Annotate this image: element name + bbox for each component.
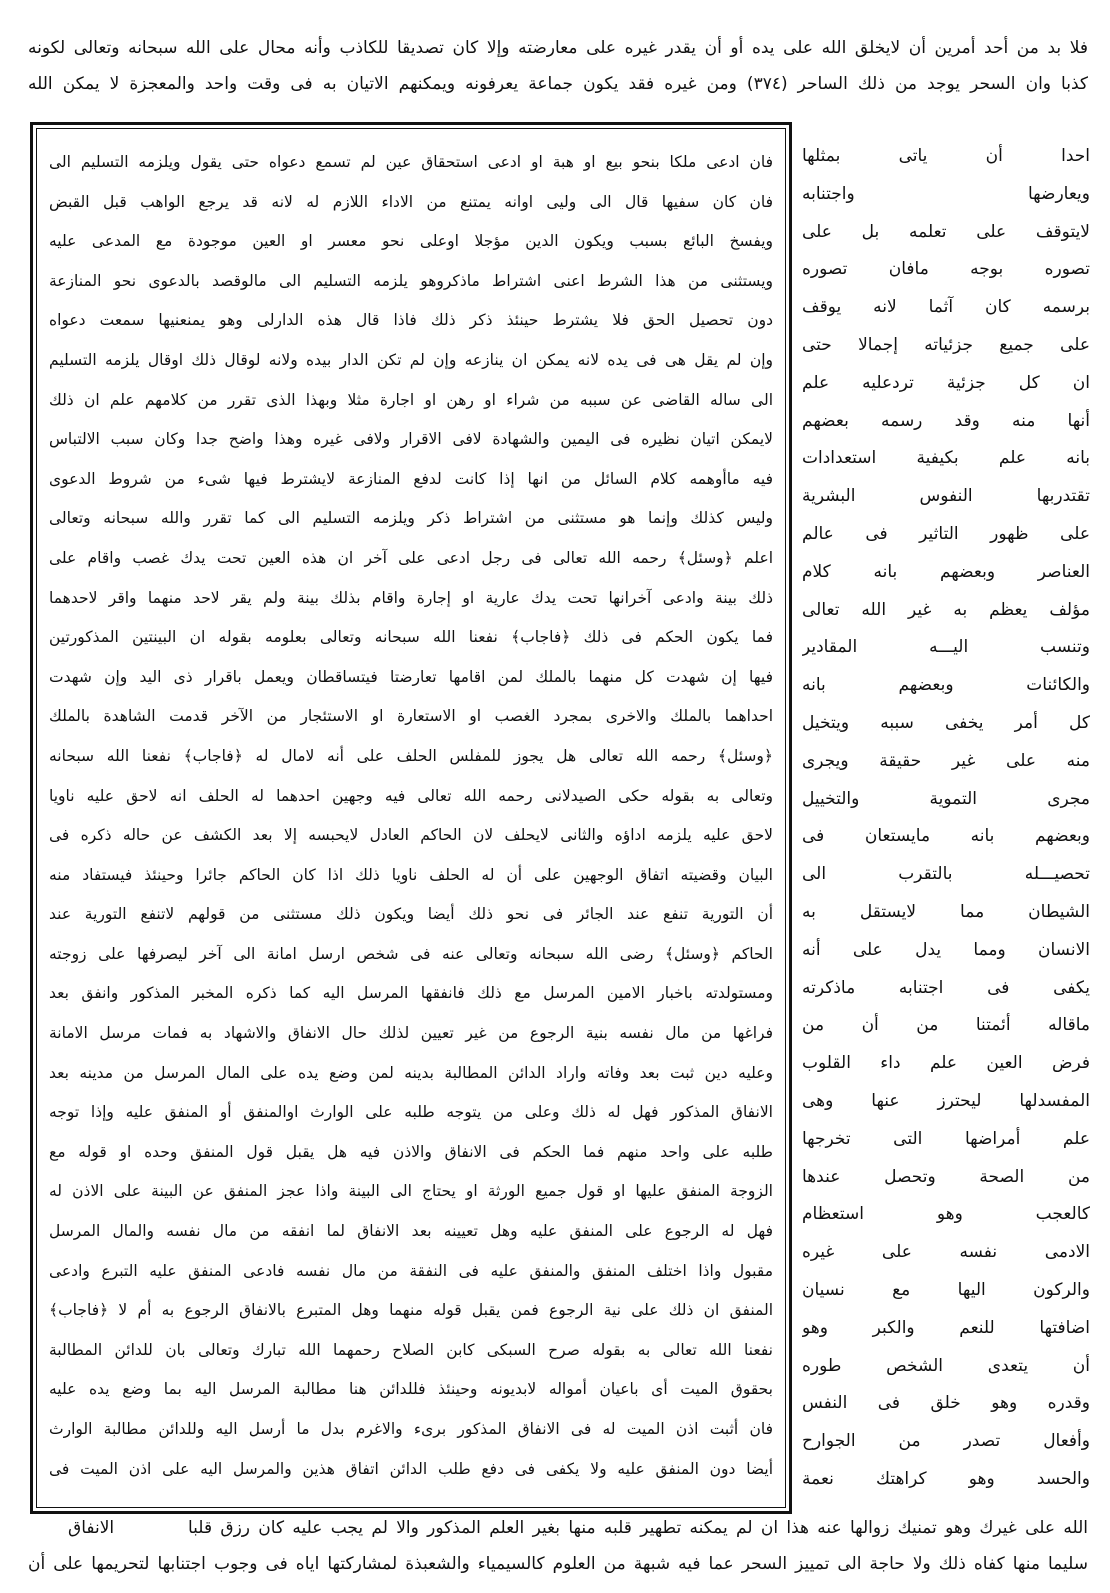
margin-text-line: الانسان ومما يدل على أنه: [802, 939, 1090, 960]
main-text-line: ويستثنى من هذا الشرط اعنى اشتراط ماذكروهو يلزمه التسليم الى مالوقصد بالدعوى نحو المنازعة: [49, 271, 773, 290]
main-text-line: لاحق عليه يلزمه اداؤه والثانى لايحلف لان الحاكم العادل لايحبسه إلا بعد الكشف عن حاله ذكره فى: [49, 826, 773, 845]
main-text-line: نفعنا الله تعالى به بقوله صرح السبكى كابن الصلاح رحمهما الله تبارك وتعالى بان للدائن المطالبة: [49, 1340, 773, 1359]
margin-text-line: المفسدلها ليحترز عنها وهى: [802, 1090, 1090, 1111]
margin-text-line: ان كل جزئية تردعليه علم: [802, 372, 1090, 393]
header-text-block: [28, 30, 1088, 102]
main-text-line: المنفق ان ذلك على نية الرجوع فمن يقبل قوله منهما وهل المتبرع بالانفاق الرجوع به أم لا ﴿فاجاب﴾: [49, 1301, 773, 1320]
margin-text-line: تحصيـــله بالتقرب الى: [802, 864, 1090, 885]
margin-text-line: والحسد وهو كراهتك نعمة: [802, 1468, 1090, 1489]
main-text-line: بحقوق الميت أى باعيان أمواله لابديونه وحينئذ فللدائن هنا مطالبة المرسل اليه بما وضع يده عليه: [49, 1380, 773, 1399]
main-text-line: فهل له الرجوع على المنفق عليه وهل تعيينه بعد الانفاق لما انفقه من مال نفسه والمال المرسل: [49, 1222, 773, 1241]
margin-text-line: فرض العين علم داء القلوب: [802, 1053, 1090, 1074]
margin-text-line: لايتوقف على تعلمه بل على: [802, 221, 1090, 242]
margin-text-line: وأفعال تصدر من الجوارح: [802, 1431, 1090, 1452]
main-text-frame: [30, 122, 792, 1514]
main-text-line: فما يكون الحكم فى ذلك ﴿فاجاب﴾ نفعنا الله سبحانه وتعالى بعلومه بقوله ان البينتين المذكورتين: [49, 628, 773, 647]
main-text-line: مقبول واذا اختلف المنفق والمنفق عليه فى النفقة من مال نفسه فادعى المنفق عليه التبرع وادعى: [49, 1261, 773, 1280]
margin-text-line: تصوره بوجه مافان تصوره: [802, 259, 1090, 280]
margin-text-line: على ظهور التاثير فى عالم: [802, 523, 1090, 544]
margin-text-line: علم أمراضها التى تخرجها: [802, 1128, 1090, 1149]
margin-text-line: برسمه كان آثما لانه يوقف: [802, 297, 1090, 318]
main-text-line: فان ادعى ملكا بنحو بيع او هبة او ادعى استحقاق عين لم تسمع دعواه حتى يقول ويلزمه التسليم الى: [49, 153, 773, 171]
margin-text-line: كل أمر يخفى سببه ويتخيل: [802, 712, 1090, 733]
main-text-line: أن التورية تنفع عند الجائر فى نحو ذلك أيضا ويكون ذلك مستثنى من قولهم لاتنفع التورية عند: [49, 905, 773, 924]
main-text-line: ويفسخ البائع بسبب ويكون الدين مؤجلا اوعلى نحو معسر او العين موجودة مع المدعى عليه: [49, 232, 773, 251]
main-text-line: دون تحصيل الحق فلا يشترط حينئذ ذكر ذلك فاذا قال هذه الدارلى وهو يمنعنيها سمعت دعواه: [49, 311, 773, 330]
margin-text-line: الشيطان مما لايستقل به: [802, 901, 1090, 922]
margin-text-line: بانه علم بكيفية استعدادات: [802, 448, 1090, 469]
bottom-line: الله على غيرك وهو تمنيك زوالها عنه هذا ان لم يمكنه تطهير قلبه منها بغير العلم المذكور والا لم يجب عليه كان رزق قلبا: [188, 1518, 1088, 1538]
top-line: كذبا وان السحر يوجد من ذلك الساحر (٣٧٤) ومن غيره فقد يكون جماعة يعرفونه ويمكنهم الاتيان به فى وقت واحد والمعجزة لا يمكن الله: [28, 74, 1088, 94]
margin-text-line: مؤلف يعظم به غير الله تعالى: [802, 599, 1090, 620]
margin-commentary: [802, 138, 1090, 1499]
catchword: الانفاق: [68, 1518, 115, 1538]
margin-text-line: والكائنات وبعضهم بانه: [802, 675, 1090, 696]
main-text-line: وليس كذلك وإنما هو مستثنى من اشتراط ذكر ويلزمه التسليم الى كما تقرر والله سبحانه وتعالى: [49, 509, 773, 528]
margin-text-line: على جميع جزئياته إجمالا حتى: [802, 334, 1090, 355]
main-text-line: الزوجة المنفق عليها او قول جميع الورثة او يحتاج الى البينة واذا عجز المنفق عن البينة على الاذن له: [49, 1182, 773, 1201]
main-text-line: وتعالى به بقوله حكى الصيدلانى رحمه الله تعالى فيه وجهين احدهما له الحلف انه لاحق عليه ناويا: [49, 786, 773, 805]
main-text-line: ﴿وسئل﴾ رحمه الله تعالى هل يجوز للمفلس الحلف على أنه لامال له ﴿فاجاب﴾ نفعنا الله سبحانه: [49, 746, 773, 765]
bottom-line: سليما منها كفاه ذلك ولا حاجة الى تمييز السحر عما فيه شبهة من العلوم كالسيمياء والشعبذة لمشاركتها اياه فى وجوب اجتنابها لتحريمها على أن: [28, 1554, 1088, 1574]
main-text-line: وإن لم يقل هى فى يده لانه يمكن ان ينازعه وإن لم تكن الدار بيده ولانه لوقال ذلك اوقال يلزمه التسليم: [49, 350, 773, 369]
margin-text-line: مجرى التموية والتخييل: [802, 788, 1090, 809]
main-text-line: احداهما بالملك والاخرى بمجرد الغصب او الاستعارة او الاستئجار من الآخر قدمت الشاهدة بالملك: [49, 707, 773, 726]
margin-text-line: ويعارضها واجتنابه: [802, 183, 1090, 204]
margin-text-line: تقتدربها النفوس البشرية: [802, 486, 1090, 507]
margin-text-line: أن يتعدى الشخص طوره: [802, 1355, 1090, 1376]
main-text-line: البيان وقضيته اتفاق الوجهين على أن له الحلف ناويا ذلك اذا كان الحاكم جائرا وحينئذ فيستفاد منه: [49, 865, 773, 884]
main-text-line: الحاكم ﴿وسئل﴾ رضى الله سبحانه وتعالى عنه فى شخص ارسل امانة الى آخر ليصرفها على زوجته: [49, 944, 773, 963]
margin-text-line: والركون اليها مع نسيان: [802, 1279, 1090, 1300]
margin-text-line: وبعضهم بانه مايستعان فى: [802, 826, 1090, 847]
main-text-line: وعليه دين ثبت بعد وفاته واراد الدائن المطالبة بدينه لمن وضع يده على المال المرسل من مدينه بعد: [49, 1063, 773, 1082]
main-text-line: ذلك بينة وادعى آخرانها تحت يدك عارية او إجارة واقام بذلك بينة ولم يقر لاحد منهما واقر لاحدهما: [49, 588, 773, 607]
margin-text-line: احدا أن ياتى بمثلها: [802, 146, 1090, 166]
main-text-line: ومستولدته باخبار الامين المرسل مع ذلك فانفقها المرسل اليه كما ذكره المخبر المذكور وانفق بعد: [49, 984, 773, 1003]
margin-text-line: الادمى نفسه على غيره: [802, 1242, 1090, 1263]
top-line: فلا بد من أحد أمرين أن لايخلق الله على يده أو أن يقدر غيره على معارضته وإلا كان تصديقا للكاذب وأنه محال على الله سبحانه وتعالى لكونه: [28, 38, 1088, 58]
footer-text-block: [28, 1510, 1088, 1582]
main-text-block: [49, 143, 773, 1489]
margin-text-line: وتنسب اليـــه المقادير: [802, 637, 1090, 658]
main-text-line: اعلم ﴿وسئل﴾ رحمه الله تعالى فى رجل ادعى على آخر ان هذه العين تحت يدك غصب واقام على: [49, 548, 773, 567]
main-text-line: لايمكن اتيان نظيره فى اليمين والشهادة لافى الاقرار ولافى غيره وهذا واضح جدا وكان سبب الالتباس: [49, 430, 773, 449]
main-text-line: أيضا دون المنفق عليه ولا يكفى فى دفع طلب الدائن اتفاق هذين والمرسل اليه على اذن الميت فى: [49, 1459, 773, 1478]
main-text-line: الى ساله القاضى عن سببه من شراء او رهن او اجارة مثلا وبهذا الذى تقرر من كلامهم علم ان ذلك: [49, 390, 773, 409]
main-text-line: فان أثبت اذن الميت له فى الانفاق المذكور برىء والاغرم بدل ما أرسل اليه وللدائن مطالبة الوارث: [49, 1420, 773, 1438]
margin-text-line: ماقاله أئمتنا من أن من: [802, 1015, 1090, 1036]
margin-text-line: اضافتها للنعم والكبر وهو: [802, 1317, 1090, 1338]
main-text-line: فيها إن شهدت كل منهما بالملك لمن اقامها تعارضتا فيتساقطان ويعمل باقرار ذى اليد وإن شهدت: [49, 667, 773, 686]
main-text-line: الانفاق المذكور فهل له ذلك وعلى من يتوجه طلبه على الوارث اوالمنفق أو المنفق عليه وإذا توجه: [49, 1103, 773, 1122]
margin-text-line: العناصر وبعضهم بانه كلام: [802, 561, 1090, 582]
margin-text-line: من الصحة وتحصل عندها: [802, 1166, 1090, 1187]
main-text-line: طلبه على واحد منهم فما الحكم فى الانفاق والاذن فيه هل يقبل قول المنفق وحده او قوله مع: [49, 1142, 773, 1161]
margin-text-line: وقدره وهو خلق فى النفس: [802, 1393, 1090, 1414]
margin-text-line: كالعجب وهو استعظام: [802, 1204, 1090, 1225]
main-text-line: فراغها من مال نفسه بنية الرجوع من غير تعيين لذلك حال الانفاق والاشهاد به فمات مرسل الامانة: [49, 1024, 773, 1043]
margin-text-line: منه على غير حقيقة ويجرى: [802, 750, 1090, 771]
margin-text-line: أنها منه وقد رسمه بعضهم: [802, 410, 1090, 431]
main-text-line: فان كان سفيها قال الى وليى اوانه يمتنع من الاداء اللازم له لانه قد يرجع الواهب قبل القبض: [49, 192, 773, 211]
main-text-line: فيه ماأوهمه كلام السائل من انها إذا كانت لدفع المنازعة لايشترط فيها شىء من شروط الدعوى: [49, 469, 773, 488]
margin-text-line: يكفى فى اجتنابه ماذكرته: [802, 977, 1090, 998]
main-text-inner-frame: [36, 128, 786, 1508]
